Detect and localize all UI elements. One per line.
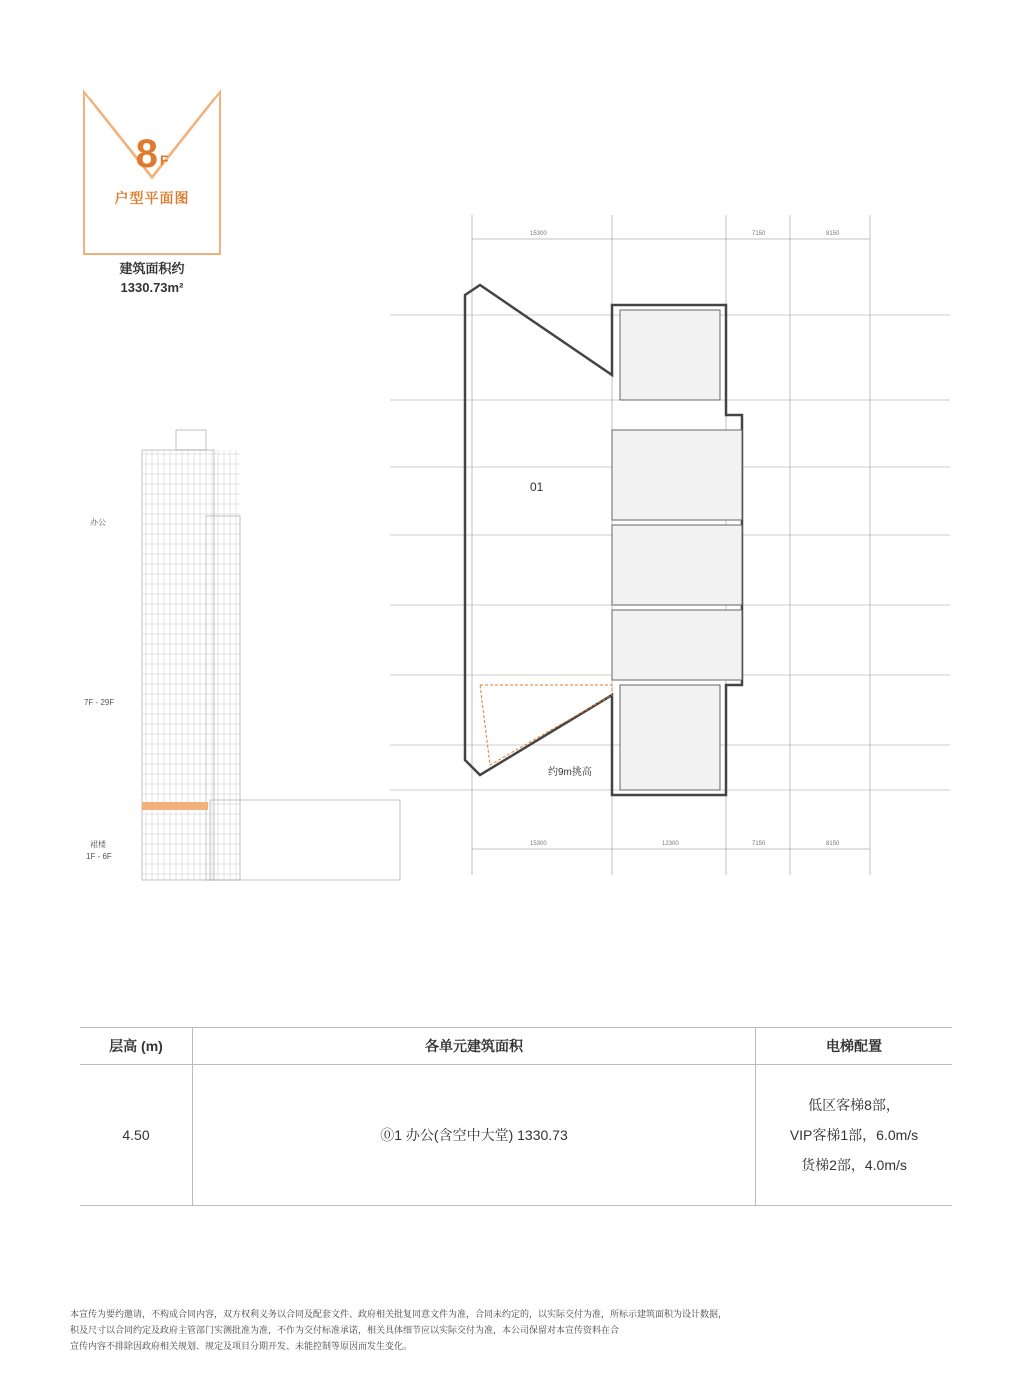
building-elevation xyxy=(80,420,410,890)
podium-floors: 1F - 6F xyxy=(86,852,112,861)
lift-line-2: VIP客梯1部，6.0m/s xyxy=(789,1127,919,1143)
office-label: 办公 xyxy=(90,518,106,527)
dim-bottom-2: 12300 xyxy=(662,841,679,847)
cell-units: ⓪1 办公(含空中大堂) 1330.73 xyxy=(193,1065,756,1206)
height-note: 约9m挑高 xyxy=(548,767,592,778)
header-lifts: 电梯配置 xyxy=(756,1028,953,1065)
cell-height: 4.50 xyxy=(80,1065,193,1206)
lift-line-3: 货梯2部，4.0m/s xyxy=(801,1157,907,1173)
floor-number: 8 F xyxy=(135,132,169,176)
office-floors: 7F - 29F xyxy=(84,698,115,707)
area-value: 1330.73m² xyxy=(120,280,184,295)
dim-bottom-4: 8150 xyxy=(826,841,840,847)
floor-plan-drawing xyxy=(380,205,980,895)
header-height: 层高 (m) xyxy=(80,1028,193,1065)
podium-label: 裙楼 xyxy=(90,840,106,849)
dim-top-3: 8150 xyxy=(826,231,840,237)
lift-line-1: 低区客梯8部， xyxy=(808,1097,900,1113)
info-table xyxy=(80,1027,952,1206)
disclaimer-line-3: 宣传内容不排除因政府相关规划、规定及项目分期开发、未能控制等原因而发生变化。 xyxy=(70,1341,413,1351)
disclaimer xyxy=(70,1306,930,1354)
area-label: 建筑面积约 xyxy=(119,261,185,276)
disclaimer-line-1: 本宣传为要约邀请，不构成合同内容，双方权利义务以合同及配套文件、政府相关批复同意文件为准，合同未约定的，以实际交付为准，所标示建筑面积为设计数据， xyxy=(70,1309,728,1319)
header-units: 各单元建筑面积 xyxy=(193,1028,756,1065)
dim-top-2: 7150 xyxy=(752,231,766,237)
floor-plan xyxy=(380,205,980,895)
dim-bottom-3: 7150 xyxy=(752,841,766,847)
dim-top-1: 15300 xyxy=(530,231,547,237)
table-row xyxy=(80,1065,952,1206)
dim-bottom-1: 15300 xyxy=(530,841,547,847)
floor-badge xyxy=(80,88,224,258)
badge-title: 户型平面图 xyxy=(114,190,190,206)
cell-lifts xyxy=(756,1065,953,1206)
disclaimer-line-2: 积及尺寸以合同约定及政府主管部门实测批准为准，不作为交付标准承诺，相关具体细节应以实际交付为准，本公司保留对本宣传资料在合 xyxy=(70,1325,620,1335)
unit-label: 01 xyxy=(530,480,544,494)
building-elevation-drawing xyxy=(80,420,410,890)
